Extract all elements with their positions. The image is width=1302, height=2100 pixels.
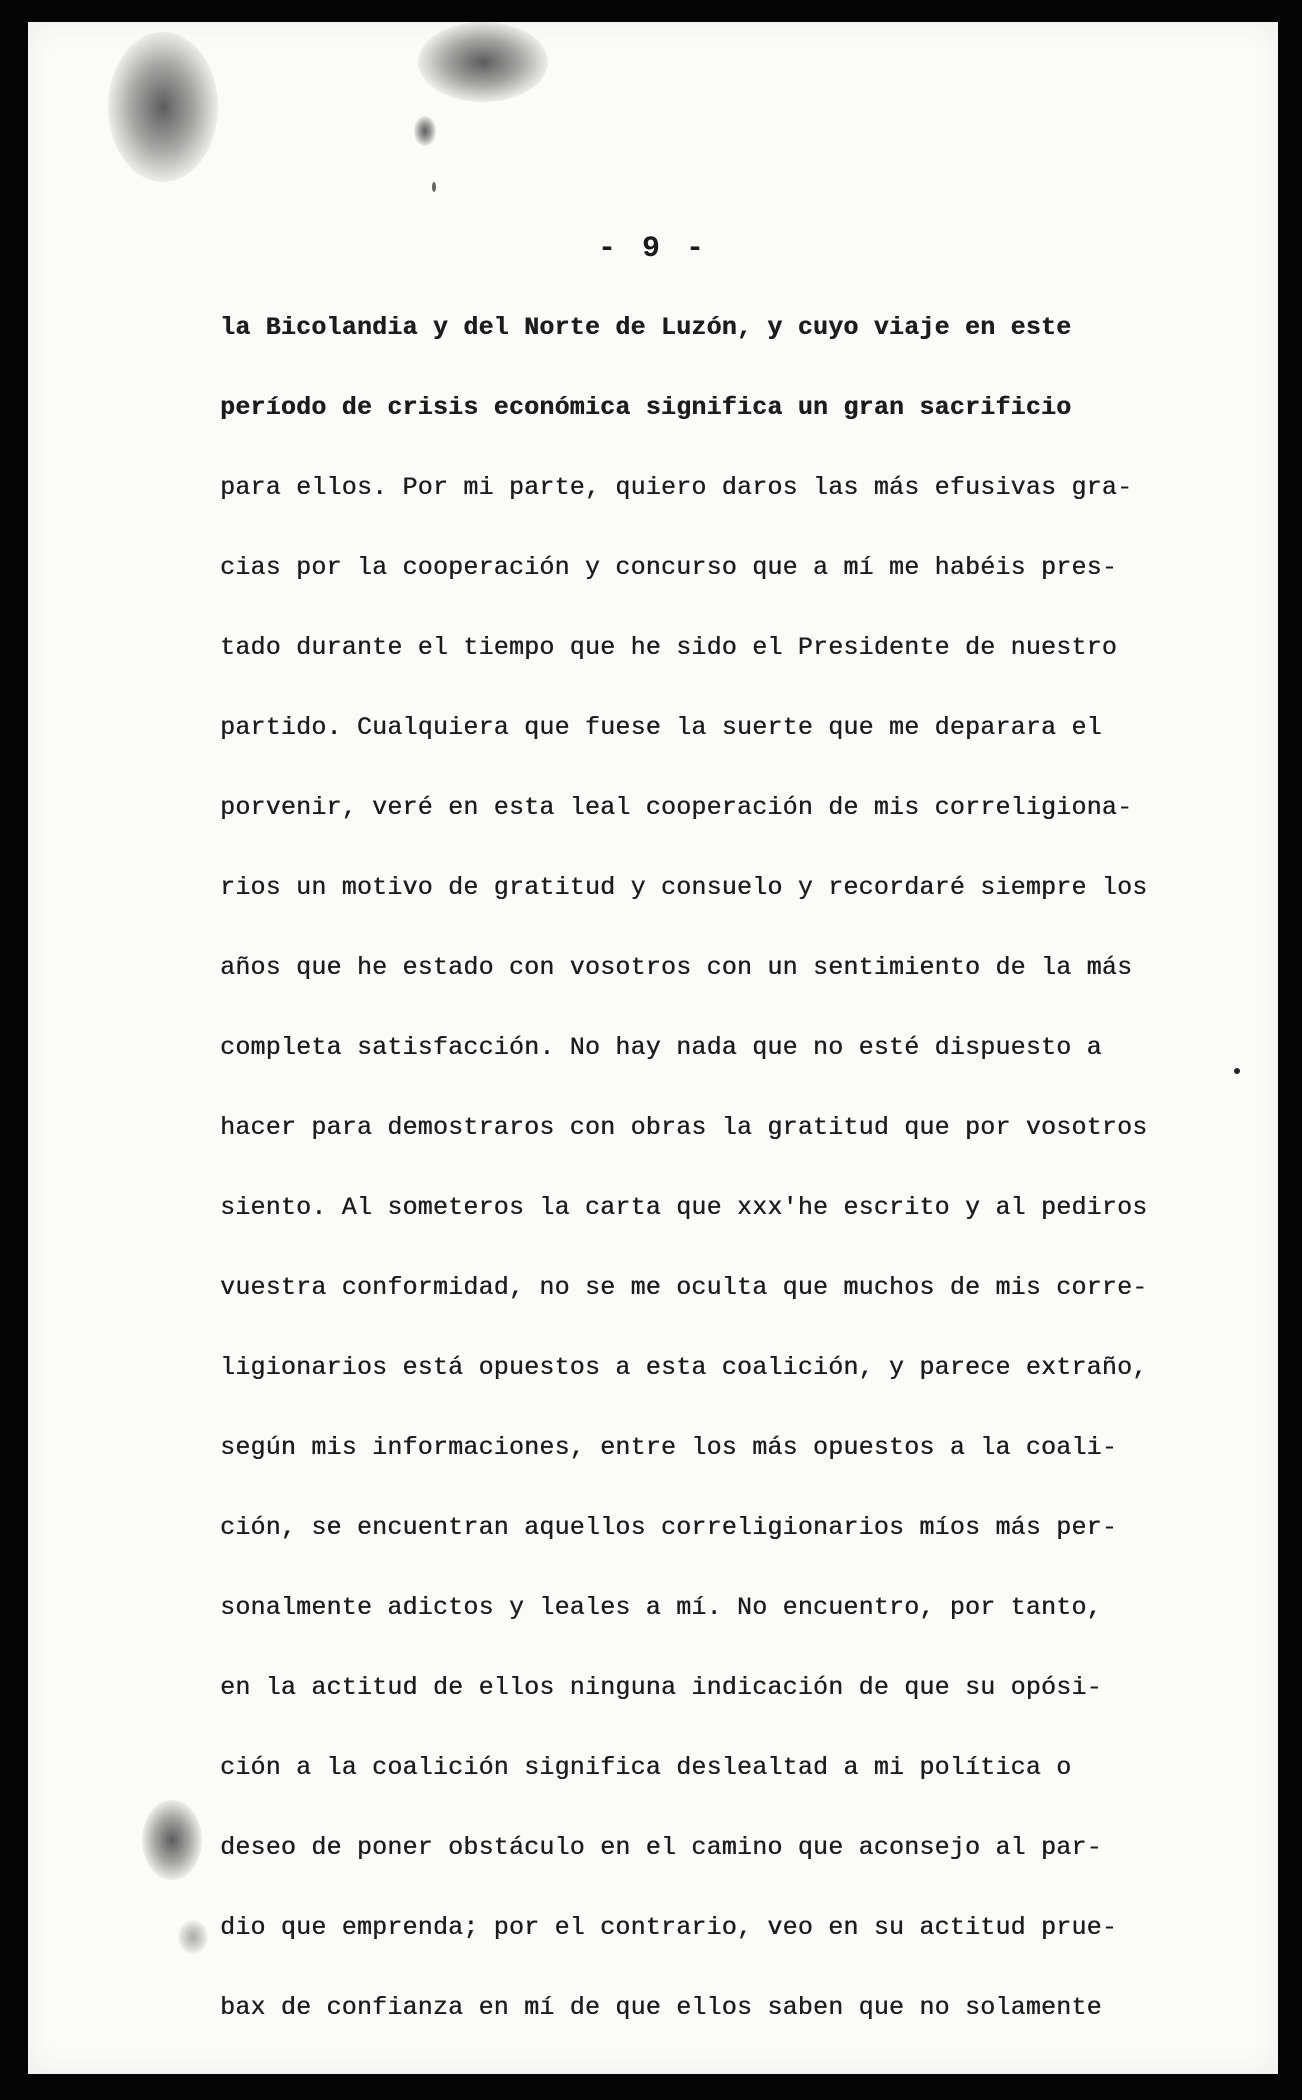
text-line: bax de confianza en mí de que ellos saben que no solamente bbox=[220, 1993, 1102, 2022]
text-line: sonalmente adictos y leales a mí. No encuentro, por tanto, bbox=[220, 1593, 1102, 1622]
text-line: en la actitud de ellos ninguna indicación de que su opósi- bbox=[220, 1673, 1102, 1702]
text-line: dio que emprenda; por el contrario, veo en su actitud prue- bbox=[220, 1913, 1117, 1942]
ink-smudge-top-left bbox=[108, 32, 218, 182]
text-line: tado durante el tiempo que he sido el Presidente de nuestro bbox=[220, 633, 1117, 662]
text-line: período de crisis económica significa un gran sacrificio bbox=[220, 393, 1072, 422]
text-line: partido. Cualquiera que fuese la suerte que me deparara el bbox=[220, 713, 1102, 742]
text-line: vuestra conformidad, no se me oculta que muchos de mis corre- bbox=[220, 1273, 1148, 1302]
text-line: deseo de poner obstáculo en el camino que aconsejo al par- bbox=[220, 1833, 1102, 1862]
text-line: porvenir, veré en esta leal cooperación de mis correligiona- bbox=[220, 793, 1133, 822]
edge-mark-right bbox=[1234, 1068, 1240, 1074]
text-line: para ellos. Por mi parte, quiero daros las más efusivas gra- bbox=[220, 473, 1133, 502]
ink-smudge-left-margin-small bbox=[178, 1920, 208, 1954]
text-line: según mis informaciones, entre los más opuestos a la coali- bbox=[220, 1433, 1117, 1462]
document-page bbox=[28, 22, 1278, 2074]
text-line: ción, se encuentran aquellos correligionarios míos más per- bbox=[220, 1513, 1117, 1542]
ink-smudge-left-margin bbox=[142, 1800, 202, 1880]
ink-smudge-top-dot bbox=[414, 116, 436, 146]
text-line: siento. Al someteros la carta que xxx'he escrito y al pediros bbox=[220, 1193, 1148, 1222]
page-number: - 9 - bbox=[597, 232, 708, 266]
text-line: completa satisfacción. No hay nada que no esté dispuesto a bbox=[220, 1033, 1102, 1062]
body-text bbox=[220, 308, 1200, 2068]
text-line: la Bicolandia y del Norte de Luzón, y cuyo viaje en este bbox=[220, 313, 1072, 342]
edge-mark-top bbox=[432, 182, 436, 192]
text-line: ción a la coalición significa deslealtad a mi política o bbox=[220, 1753, 1072, 1782]
text-line: rios un motivo de gratitud y consuelo y recordaré siempre los bbox=[220, 873, 1148, 902]
text-line: hacer para demostraros con obras la gratitud que por vosotros bbox=[220, 1113, 1148, 1142]
text-line: años que he estado con vosotros con un sentimiento de la más bbox=[220, 953, 1133, 982]
ink-smudge-top-center bbox=[418, 22, 548, 102]
text-line: ligionarios está opuestos a esta coalición, y parece extraño, bbox=[220, 1353, 1148, 1382]
text-line: cias por la cooperación y concurso que a mí me habéis pres- bbox=[220, 553, 1117, 582]
